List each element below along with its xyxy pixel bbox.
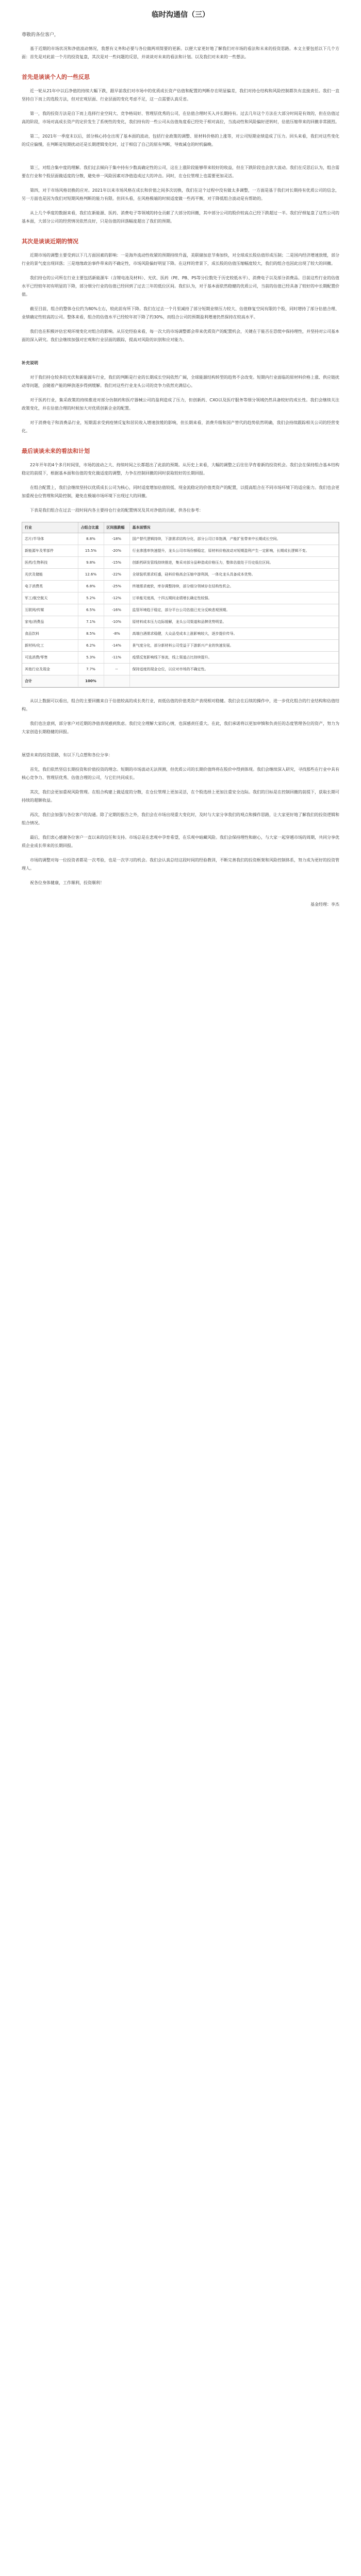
table-cell-weight: 9.8% [78,557,104,569]
recent-paragraph-3: 截至目前，组合的整体仓位约为80%左右，较此前有所下降。我们在过去一个月里减持了部分短期业绩压力较大、估值修复空间有限的个股，同时增持了部分估值合理、业绩确定性较高的公司。整体来看，组合的估值水平已经较年初下降了约30%，而组合公司的预期盈利增速仍然保持在较高水平。 [22,307,339,319]
table-cell-comment: 创新药研发管线持续推进，集采对部分品种造成价格压力，整体估值处于历史低位区间。 [129,557,339,569]
table-cell-return: -8% [104,628,129,640]
table-cell-return: -10% [104,616,129,628]
recent-paragraph-1: 近期市场的调整主要受到以下几方面因素的影响：一是海外流动性收紧的预期持续升温，美联储加息节奏加快，对全球成长股估值形成压制；二是国内经济增速放缓，部分行业的景气度出现回落；三是地缘政治事件带来的不确定性，市场风险偏好明显下降。在这样的背景下，成长股的估值压缩幅度较大，我们的组合也因此出现了较大的回撤。 [22,253,339,266]
industry-paragraph-2: 对于医药行业，集采政策的持续推进对部分仿制药和医疗器械公司的盈利造成了压力，但创新药、CXO以及医疗服务等细分领域仍然具备较好的成长性。我们会继续关注政策变化，并在估值合理的时候加大对优质创新企业的配置。 [22,398,339,411]
closing-paragraph-2: 其次，我们会更加重视风险管理。在组合构建上做适度的分散，在仓位管理上更加灵活，在个股选择上更加注重安全边际。我们的目标是在控制回撤的前提下，获取长期可持续的超额收益。 [22,790,339,803]
greeting: 尊敬的各位客户， [22,32,59,38]
table-cell-comment: 订单能见度高，十四五期间业绩增长确定性较强。 [129,592,339,604]
allocation-table-container [22,522,339,688]
table-cell-weight: 12.6% [78,569,104,581]
table-cell-return: -22% [104,569,129,581]
table-cell-return: -12% [104,592,129,604]
intro-paragraph: 基于近期的市场状况和净值波动情况，我想有义务和必要与各位做两项简要的更新。以便大家更好地了解我们对市场的看法和未来的投资思路。本文主要包括以下几个方面：首先是对此前一个月的投资复盘，其次是对一些问题的反思，并谈谈对未来的看法和计划。以及我们对未来的一些想法。 [22,46,339,59]
outlook-paragraph-3: 下表是我们组合在过去一段时间内各主要持仓行业的配置情况及其对净值的贡献，供各位参考： [30,508,203,513]
table-cell-weight: 7.7% [78,664,104,675]
table-cell-industry: 芯片/半导体 [22,533,78,545]
table-cell-industry: 军工/航空航天 [22,592,78,604]
table-cell-weight: 8.8% [78,533,104,545]
recent-paragraph-2: 我们持仓的公司所在行业主要包括新能源车（含锂电池及材料）、光伏、医药（PE、PB、PS等分位数处于历史较低水平）、消费电子以及部分消费品。目前这些行业的估值水平已经较年初有明显的下降，部分细分行业的估值已经回到了过去三年的低位区间。我们认为，对于基本面依然稳健的优质公司，当前的估值已经具备了较好的中长期配置价值。 [22,276,339,297]
table-total-weight: 100% [78,675,104,687]
table-cell-comment: 监管环境趋于稳定，部分平台公司估值已充分反映悲观预期。 [129,604,339,616]
after-table-paragraph-1: 从以上数据可以看出，组合的主要回撤来自于估值较高的成长类行业，而低估值的价值类资产表现相对稳健。我们会在后续的操作中，进一步优化组合的行业结构和估值结构。 [22,699,339,711]
outlook-paragraph-1: 22年开年的4个多月时间里，市场的波动之大、持续时间之长都超出了此前的预期。从历史上来看，大幅的调整之后往往孕育着新的投资机会。我们会在保持组合基本结构稳定的前提下，根据基本面和估值的变化做适度的调整，力争在控制回撤的同时获取较好的长期回报。 [22,463,339,476]
table-row [22,604,339,616]
table-header-cell: 行业 [22,522,78,533]
industry-paragraph-3: 对于消费电子和消费品行业，短期需求受到疫情反复和居民收入增速放缓的影响，但长期来看，消费升级和国产替代的趋势依然明确，我们会持续跟踪相关公司的经营变化。 [22,420,339,433]
table-row [22,592,339,604]
table-row [22,640,339,652]
table-row [22,628,339,640]
table-total-return [104,675,129,687]
table-cell-industry: 其他行业及现金 [22,664,78,675]
table-cell-comment: 行业渗透率快速提升，龙头公司市场份额稳定，原材料价格波动对短期盈利产生一定影响，长期成长逻辑不变。 [129,545,339,557]
table-header-row [22,522,339,533]
table-cell-weight: 6.2% [78,640,104,652]
table-cell-return: -14% [104,640,129,652]
section-heading-recent: 其次是谈谈近期的情况 [22,238,78,245]
table-cell-industry: 家电/消费品 [22,616,78,628]
table-cell-comment: 全球装机需求旺盛，硅料价格高企压缩中游利润，一体化龙头具备成本优势。 [129,569,339,581]
table-cell-return: -18% [104,533,129,545]
table-row [22,545,339,557]
closing-paragraph-1: 首先，我们依然坚信长期投资和价值投资的理念。短期的市场波动无法预测，但优质公司的长期价值终将在股价中得到体现。我们会继续深入研究，寻找那些在行业中具有核心竞争力、管理层优秀、估值合理的公司，与它们共同成长。 [22,767,339,780]
table-cell-return: -20% [104,545,129,557]
signature: 基金经理：李杰 [310,902,339,907]
note-label: 补充说明 [22,361,38,365]
table-cell-weight: 5.2% [78,592,104,604]
section-heading-outlook: 最后谈谈未来的看法和计划 [22,448,90,454]
letter-title: 临时沟通信（三） [152,11,209,19]
table-cell-weight: 15.5% [78,545,104,557]
table-cell-industry: 电子消费类 [22,581,78,592]
table-cell-comment: 疫情反复影响线下客流，线上渠道占比持续提升。 [129,652,339,664]
reflection-paragraph-4: 第三，对组合集中度的理解。我们过去倾向于集中持有少数高确定性的公司，这在上涨阶段能够带来较好的收益，但在下跌阶段也会放大波动。我们在反思后认为，组合需要在行业和个股层面做适度的分散，避免单一风险因素对净值造成过大的冲击。同时，在仓位管理上也需要更加灵活。 [22,165,339,178]
table-header-cell: 基本面情况 [129,522,339,533]
reflection-paragraph-2: 第一，我的投资方法是自下而上选择行业空间大、竞争格局好、管理层优秀的公司，在估值合理时买入并长期持有。过去几年这个方法在大部分时间是有效的，但在估值过高的阶段，市场对高成长资产的定价发生了系统性的变化，我们持有的一些公司从估值角度看已经处于相对高位，当流动性和风险偏好逆转时，估值压缩带来的回撤非常剧烈。 [22,111,339,124]
table-cell-weight: 8.5% [78,628,104,640]
closing-intro: 展望未来的投资思路，有以下几点想和各位分享： [22,753,112,757]
table-header-cell: 占组合比重 [78,522,104,533]
table-total-comment [129,675,339,687]
table-header-cell: 区间涨跌幅 [104,522,129,533]
table-cell-industry: 光伏及储能 [22,569,78,581]
section-heading-reflection: 首先是谈谈个人的一些反思 [22,74,90,80]
table-cell-weight: 6.8% [78,581,104,592]
outlook-paragraph-2: 在组合配置上，我们会继续坚持以优质成长公司为核心，同时适度增加估值较低、现金流稳定的价值类资产的配置，以提高组合在不同市场环境下的适应能力。我们也会更加重视仓位管理和风险控制，避免在极端市场环境下出现过大的回撤。 [22,485,339,498]
after-table-paragraph-2: 我们也注意到，部分客户对近期的净值表现感到焦虑。我们完全理解大家的心情，也深感责任重大。在此，我们承诺将以更加审慎和负责任的态度管理各位的资产，努力为大家创造长期稳健的回报。 [22,721,339,734]
reflection-paragraph-5: 第四，对于市场风格切换的应对。2021年以来市场风格在成长和价值之间多次切换，我们在这个过程中没有做太多调整，一方面是基于我们对长期持有优质公司的信念，另一方面也是因为我们对短期风格判断的能力有限。但回头看，在风格极端的时候适度做一些再平衡，对于降低组合波动是有帮助的。 [22,188,339,201]
table-cell-industry: 食品饮料 [22,628,78,640]
table-cell-weight: 6.5% [78,604,104,616]
allocation-table [22,522,339,687]
table-cell-return: -16% [104,604,129,616]
recent-paragraph-4: 我们也在积极评估宏观环境变化对组合的影响。从历史经验来看，每一次大的市场调整都会带来优质资产的配置机会，关键在于能否在恐慌中保持理性，并坚持对公司基本面的深入研究。我们会继续加强对宏观和行业层面的跟踪，提高对风险的识别和应对能力。 [22,329,339,342]
table-cell-comment: 原材料成本压力边际缓解，龙头公司渠道和品牌优势明显。 [129,616,339,628]
reflection-paragraph-1: 近一轮从21年中以后净值的持续大幅下跌，跟早前我们对市场中的优质成长资产估值和配置的判断存在明显偏差，我们对持仓结构和风险控制都负有直接责任。我们一直坚持自下而上的选股方法，但对宏观层面、行业层面的变化考虑不足，这一点需要认真反省。 [22,89,339,101]
table-row [22,616,339,628]
table-cell-comment: 高端白酒需求稳健，大众品受成本上涨影响较大，逐步提价传导。 [129,628,339,640]
table-cell-industry: 医药/生物科技 [22,557,78,569]
table-cell-industry: 可选消费/零售 [22,652,78,664]
table-row [22,652,339,664]
table-cell-industry: 互联网/传媒 [22,604,78,616]
table-cell-industry: 新材料/化工 [22,640,78,652]
table-row [22,581,339,592]
table-row [22,569,339,581]
closing-paragraph-5: 市场的调整对每一位投资者都是一次考验，也是一次学习的机会。我们会认真总结这段时间的经验教训，不断完善我们的投资框架和风险控制体系，努力成为更好的投资管理人。 [22,858,339,871]
table-total-label: 合计 [22,675,78,687]
table-cell-weight: 5.3% [78,652,104,664]
table-cell-comment: 国产替代逻辑持续，下游需求结构分化，部分公司订单饱满，产能扩张带来中长期成长空间。 [129,533,339,545]
reflection-paragraph-6: 从上几个季度的数据来看，我们在新能源、医药、消费电子等领域的持仓贡献了大部分的回撤，其中部分公司的股价较高点已经下跌超过一半。我们仔细复盘了这些公司的基本面，大部分公司的经营情况依然良好，只是估值的回落幅度超出了我们的预期。 [22,211,339,224]
table-cell-return: -25% [104,581,129,592]
table-cell-return: -- [104,664,129,675]
table-row [22,557,339,569]
table-cell-industry: 新能源车及零部件 [22,545,78,557]
closing-paragraph-3: 再次，我们会加强与各位客户的沟通。除了定期的报告之外，我们会在市场出现重大变化时，及时与大家分享我们的观点和操作思路，让大家更好地了解我们的投资逻辑和组合情况。 [22,812,339,825]
table-cell-comment: 景气度分化，部分新材料公司受益于下游新兴产业的快速发展。 [129,640,339,652]
table-cell-comment: 保持适度的现金仓位，以应对市场的不确定性。 [129,664,339,675]
table-cell-weight: 7.1% [78,616,104,628]
table-cell-return: -11% [104,652,129,664]
table-row [22,664,339,675]
reflection-paragraph-3: 第二，2021年一季度末以后，部分核心持仓出现了基本面的波动，包括行业政策的调整、原材料价格的上涨等，对公司短期业绩造成了压力。回头来看，我们对这些变化的反应偏慢，在判断是短期扰动还是长期逻辑变化时，过于相信了自己的原有判断，导致减仓的时机偏晚。 [22,134,339,147]
closing-paragraph-4: 最后，我们衷心感谢各位客户一直以来的信任和支持。市场总是在悲观中孕育希望，在乐观中暗藏风险。我们会保持理性和耐心，与大家一起穿越市场的周期，共同分享优质企业成长带来的长期回报。 [22,835,339,848]
table-cell-return: -15% [104,557,129,569]
table-cell-comment: 终端需求疲软，库存调整持续，部分细分领域存在结构性机会。 [129,581,339,592]
table-row [22,533,339,545]
industry-paragraph-1: 对于我们持仓较多的光伏和新能源车行业，我们的判断是行业的长期成长空间依然广阔，全球能源结构转型的趋势不会改变。短期内行业面临的原材料价格上涨、供应链扰动等问题，会随着产能的释放逐步得到缓解。我们对这些行业龙头公司的竞争力依然充满信心。 [22,375,339,388]
closing-paragraph-6: 祝各位身体健康，工作顺利，投资顺利！ [30,880,104,885]
table-total-row [22,675,339,687]
